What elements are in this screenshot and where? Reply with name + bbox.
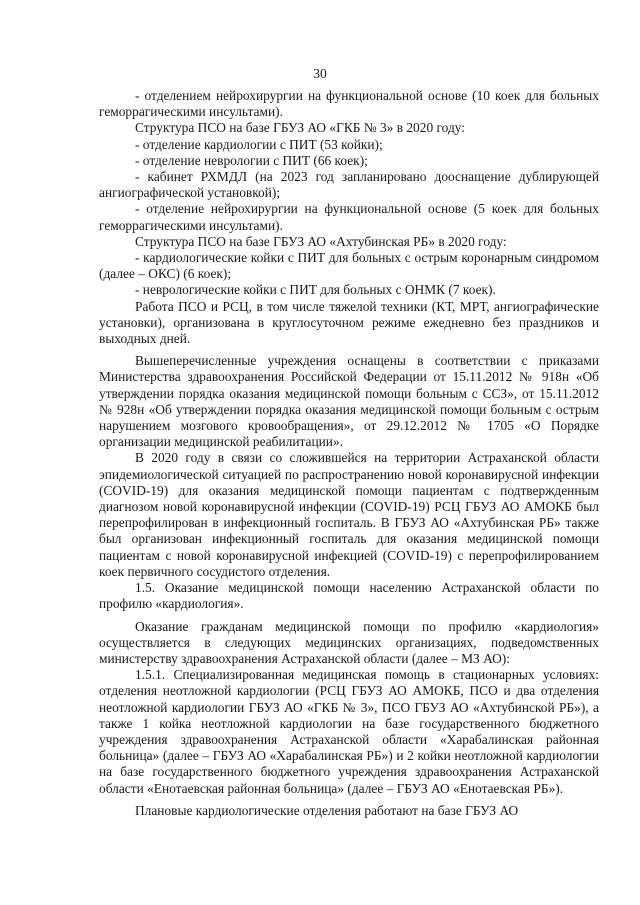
paragraph-2: Структура ПСО на базе ГБУЗ АО «ГКБ № 3» в 2020 году: — [135, 120, 466, 136]
paragraph-11: Вышеперечисленные учреждения оснащены в соответствии с приказами Министерства здравоохранения Российской Федерации от 15.11.2012 № 918н «Об утверждении порядка оказания медицинской помощи больным с ССЗ», от 15.11.2012 № 928н «Об утверждении порядка оказания медицинской помощи больным с острым нарушением мозгового кровообращения», от 29.12.2012 № 1705 «О Порядке организации медицинской реабилитации». — [99, 353, 599, 450]
paragraph-9: - неврологические койки с ПИТ для больных с ОНМК (7 коек). — [135, 282, 496, 298]
paragraph-10: Работа ПСО и РСЦ, в том числе тяжелой техники (КТ, МРТ, ангиографические установки), организована в круглосуточном режиме ежедневно без праздников и выходных дней. — [99, 298, 599, 347]
paragraph-6: - отделение нейрохирургии на функциональной основе (5 коек для больных геморрагическими инсультами). — [99, 201, 599, 233]
paragraph-14: Оказание гражданам медицинской помощи по профилю «кардиология» осуществляется в следующих медицинских организациях, подведомственных министерству здравоохранения Астраханской области (далее – МЗ АО): — [99, 618, 599, 666]
paragraph-5: - кабинет РХМДЛ (на 2023 год запланировано дооснащение дублирующей ангиографической установкой); — [99, 169, 599, 201]
paragraph-15: 1.5.1. Специализированная медицинская помощь в стационарных условиях: отделения неотложной кардиологии (РСЦ ГБУЗ АО АМОКБ, ПСО и два отделения неотложной кардиологии ГБУЗ АО «ГКБ № 3», ПСО ГБУЗ АО «Ахтубинской РБ»), а также 1 койка неотложной кардиологии на базе государственного бюджетного учреждения здравоохранения Астраханской области «Харабалинская районная больница» (далее – ГБУЗ АО «Харабалинская РБ») и 2 койки неотложной кардиологии на базе государственного бюджетного учреждения здравоохранения Астраханской области «Енотаевская районная больница» (далее – ГБУЗ АО «Енотаевская РБ»). — [99, 667, 599, 796]
paragraph-8: - кардиологические койки с ПИТ для больных с острым коронарным синдромом (далее – ОКС) (6 коек); — [99, 250, 599, 282]
paragraph-1: - отделением нейрохирургии на функциональной основе (10 коек для больных геморрагическими инсультами). — [99, 88, 599, 120]
section-heading-1-5: 1.5. Оказание медицинской помощи населению Астраханской области по профилю «кардиология». — [99, 580, 599, 612]
paragraph-4: - отделение неврологии с ПИТ (66 коек); — [135, 152, 368, 168]
page-body — [99, 88, 599, 819]
paragraph-3: - отделение кардиологии с ПИТ (53 койки); — [135, 136, 383, 152]
paragraph-12: В 2020 году в связи со сложившейся на территории Астраханской области эпидемиологической ситуацией по распространению новой коронавирусной инфекции (COVID-19) для оказания медицинской помощи пациентам с подтвержденным диагнозом новой коронавирусной инфекции (COVID-19) РСЦ ГБУЗ АО АМОКБ был перепрофилирован в инфекционный госпиталь. В ГБУЗ АО «Ахтубинская РБ» также был организован инфекционный госпиталь для оказания медицинской помощи пациентам с новой коронавирусной инфекцией (COVID-19) с перепрофилированием коек первичного сосудистого отделения. — [99, 450, 599, 579]
paragraph-7: Структура ПСО на базе ГБУЗ АО «Ахтубинская РБ» в 2020 году: — [135, 233, 507, 249]
page-number: 30 — [313, 66, 327, 81]
paragraph-16: Плановые кардиологические отделения работают на базе ГБУЗ АО — [135, 802, 519, 818]
